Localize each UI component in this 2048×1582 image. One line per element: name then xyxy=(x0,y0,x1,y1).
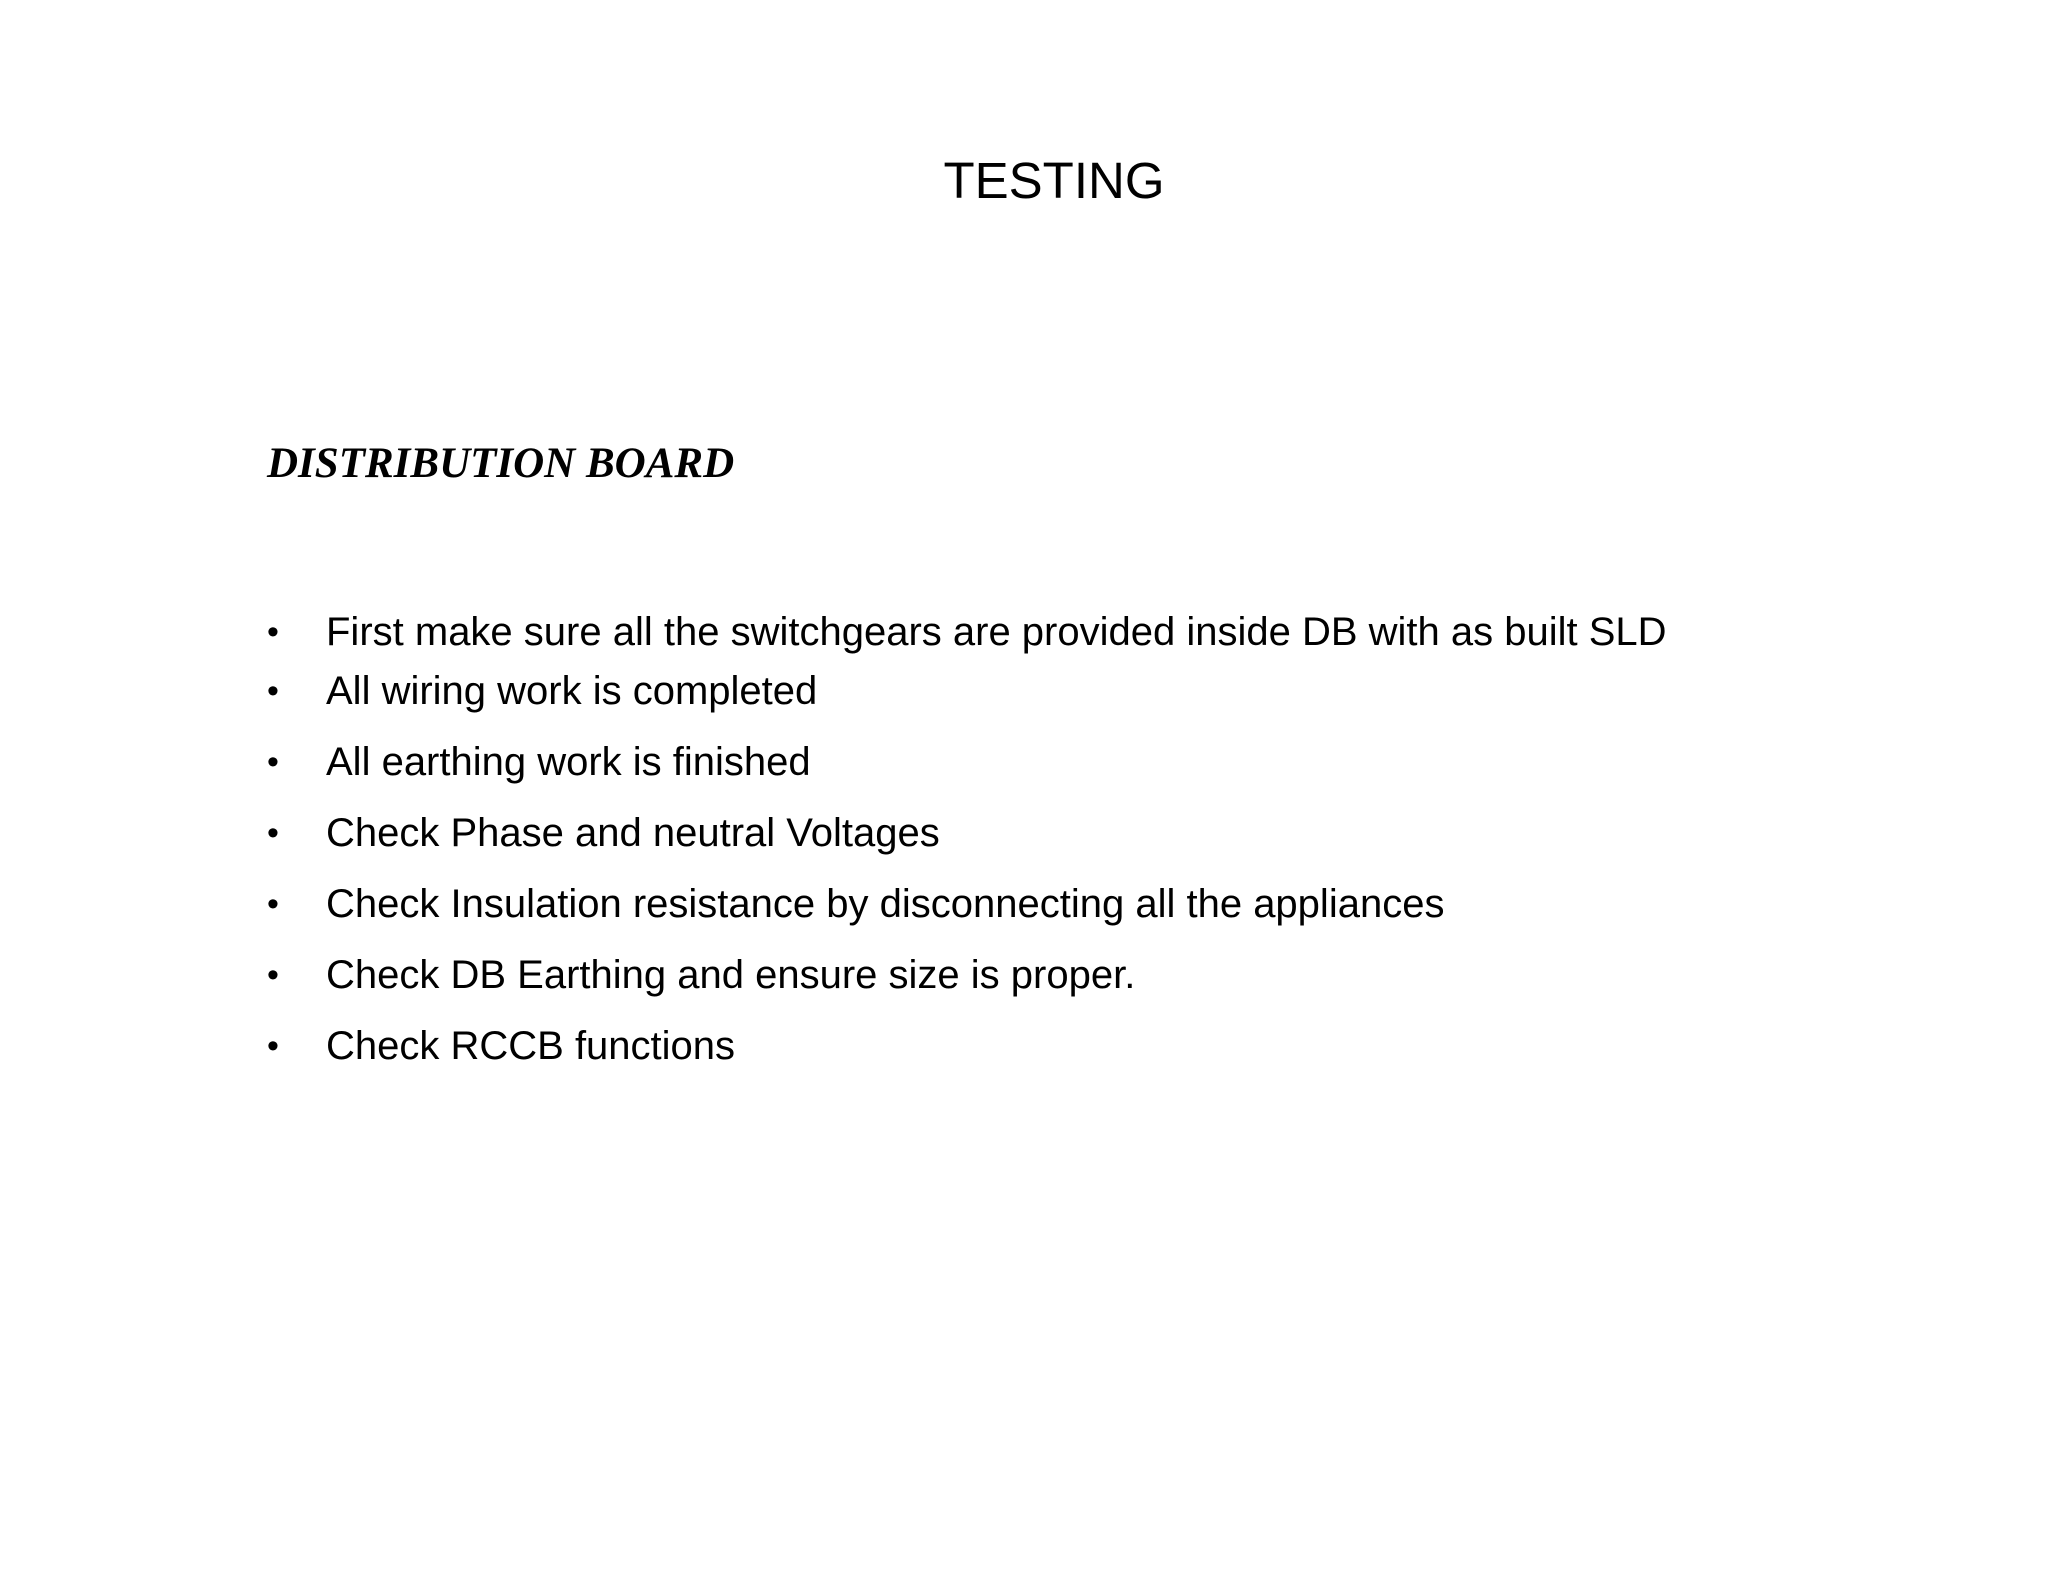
checklist-item-text: Check DB Earthing and ensure size is proper. xyxy=(326,953,1136,997)
bullet-icon: • xyxy=(267,814,279,852)
checklist-item-text: All earthing work is finished xyxy=(326,740,811,784)
checklist-item-text: First make sure all the switchgears are provided inside DB with as built SLD xyxy=(326,610,1667,654)
bullet-icon: • xyxy=(267,885,279,923)
page-title: TESTING xyxy=(943,152,1165,209)
checklist-item-text: Check Phase and neutral Voltages xyxy=(326,811,940,855)
bullet-icon: • xyxy=(267,672,279,710)
bullet-icon: • xyxy=(267,1027,279,1065)
bullet-icon: • xyxy=(267,956,279,994)
checklist-item-text: Check Insulation resistance by disconnecting all the appliances xyxy=(326,882,1445,926)
checklist-item-text: Check RCCB functions xyxy=(326,1024,736,1068)
checklist-item-text: All wiring work is completed xyxy=(326,669,818,713)
bullet-icon: • xyxy=(267,743,279,781)
section-heading: DISTRIBUTION BOARD xyxy=(267,440,735,487)
bullet-icon: • xyxy=(267,613,279,651)
